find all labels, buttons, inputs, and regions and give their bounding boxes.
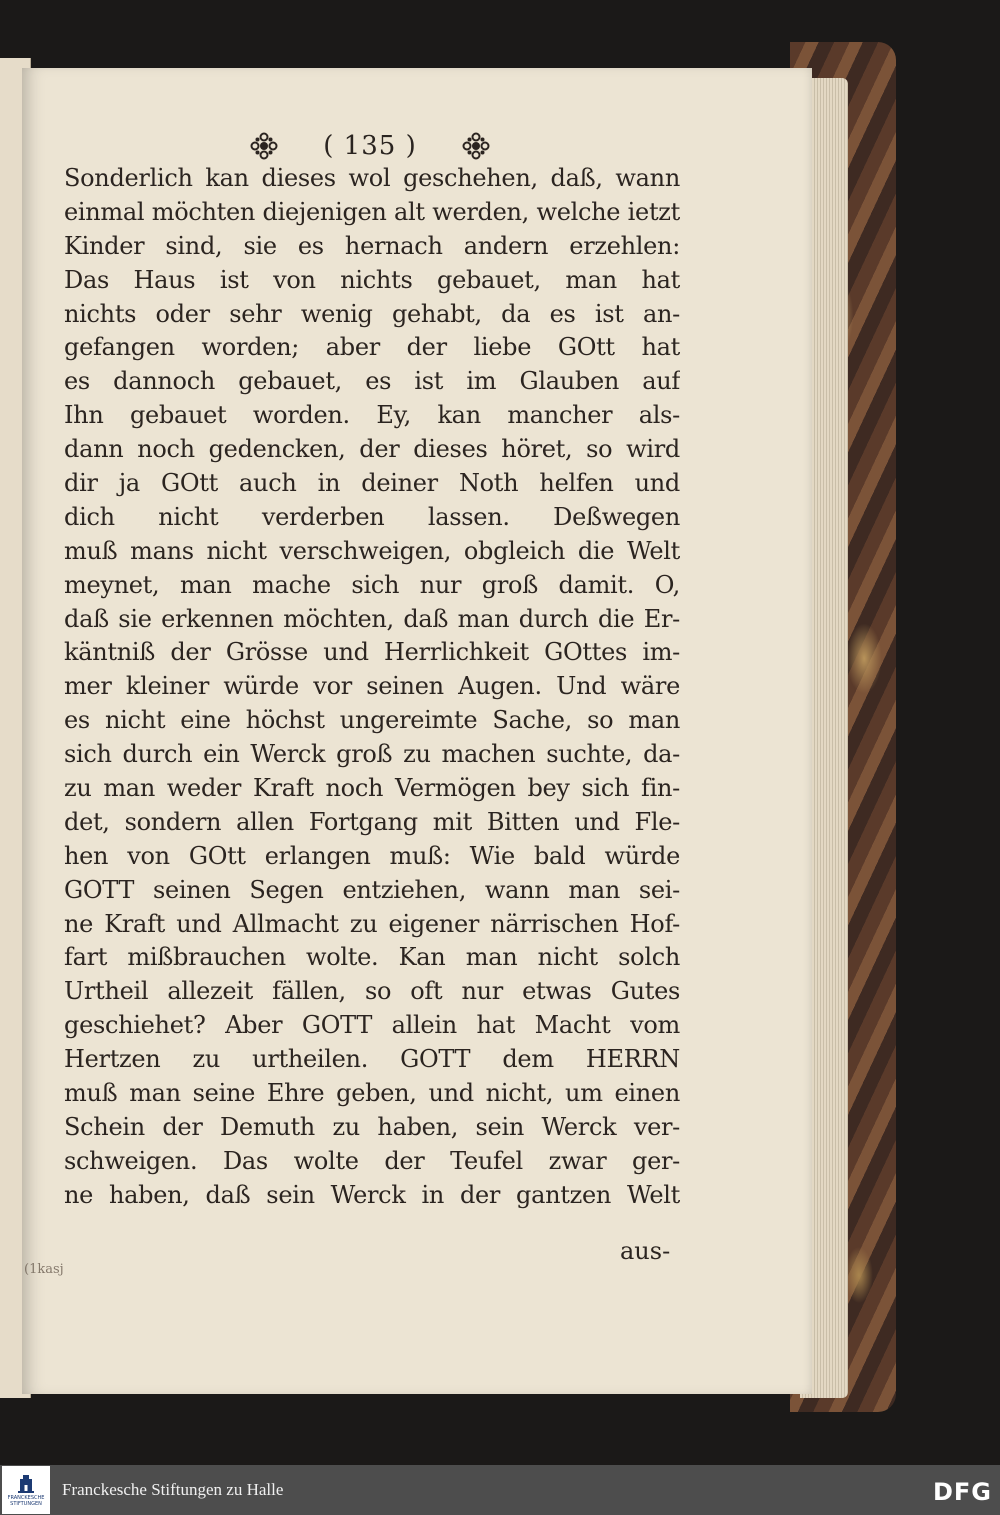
text-line: ne Kraft und Allmacht zu eigener närrischen Hof- [64,909,680,938]
text-line: Hertzen zu urtheilen. GOTT dem HERRN [64,1045,680,1074]
text-line: fart mißbrauchen wolte. Kan man nicht solch [64,943,680,972]
body-text [64,162,680,1213]
text-line: zu man weder Kraft noch Vermögen bey sich fin- [64,774,680,803]
text-line: mer kleiner würde vor seinen Augen. Und wäre [64,672,680,701]
page-number: ( 135 ) [323,131,417,161]
text-line: det, sondern allen Fortgang mit Bitten und Fle- [64,807,680,836]
text-line: Urtheil allezeit fällen, so oft nur etwas Gutes [64,977,680,1006]
text-line: käntniß der Grösse und Herrlichkeit GOttes im- [64,638,680,667]
institution-name[interactable]: Franckesche Stiftungen zu Halle [62,1480,284,1499]
dfg-logo[interactable]: DFG [932,1478,992,1506]
text-line: Das Haus ist von nichts gebauet, man hat [64,265,680,294]
text-line: meynet, man mache sich nur groß damit. O, [64,570,680,599]
text-line: Schein der Demuth zu haben, sein Werck ver- [64,1112,680,1141]
text-line: Ihn gebauet worden. Ey, kan mancher als- [64,401,680,430]
text-line: muß mans nicht verschweigen, obgleich die Welt [64,536,680,565]
text-line: dann noch gedencken, der dieses höret, so wird [64,435,680,464]
text-line: GOTT seinen Segen entziehen, wann man sei- [64,875,680,904]
text-line: muß man seine Ehre geben, und nicht, um einen [64,1079,680,1108]
text-line: geschiehet? Aber GOTT allein hat Macht vom [64,1011,680,1040]
text-line: hen von GOtt erlangen muß: Wie bald würde [64,841,680,870]
text-line: dich nicht verderben lassen. Deßwegen [64,502,680,531]
building-icon [17,1473,35,1495]
footer-bar [0,1465,1000,1515]
text-line: einmal möchten diejenigen alt werden, welche ietzt [64,197,680,226]
text-line: ne haben, daß sein Werck in der gantzen Welt [64,1180,680,1209]
margin-note: (1kasj [24,1262,64,1277]
text-line: gefangen worden; aber der liebe GOtt hat [64,333,680,362]
logo-text: FRANCKESCHE STIFTUNGEN [7,1495,45,1507]
floral-ornament-icon [250,132,278,160]
text-line: es nicht eine höchst ungereimte Sache, so man [64,706,680,735]
text-line: dir ja GOtt auch in deiner Noth helfen und [64,469,680,498]
institution-logo[interactable] [2,1466,50,1514]
text-line: Sonderlich kan dieses wol geschehen, daß, wann [64,164,680,192]
floral-ornament-icon [462,132,490,160]
text-line: schweigen. Das wolte der Teufel zwar ger- [64,1146,680,1175]
text-line: nichts oder sehr wenig gehabt, da es ist an- [64,299,680,328]
page-header [250,126,490,166]
catchword: aus- [620,1237,671,1265]
text-line: Kinder sind, sie es hernach andern erzehlen: [64,231,680,260]
text-line: es dannoch gebauet, es ist im Glauben auf [64,367,680,396]
text-line: sich durch ein Werck groß zu machen suchte, da- [64,740,680,769]
text-line: daß sie erkennen möchten, daß man durch die Er- [64,604,680,633]
